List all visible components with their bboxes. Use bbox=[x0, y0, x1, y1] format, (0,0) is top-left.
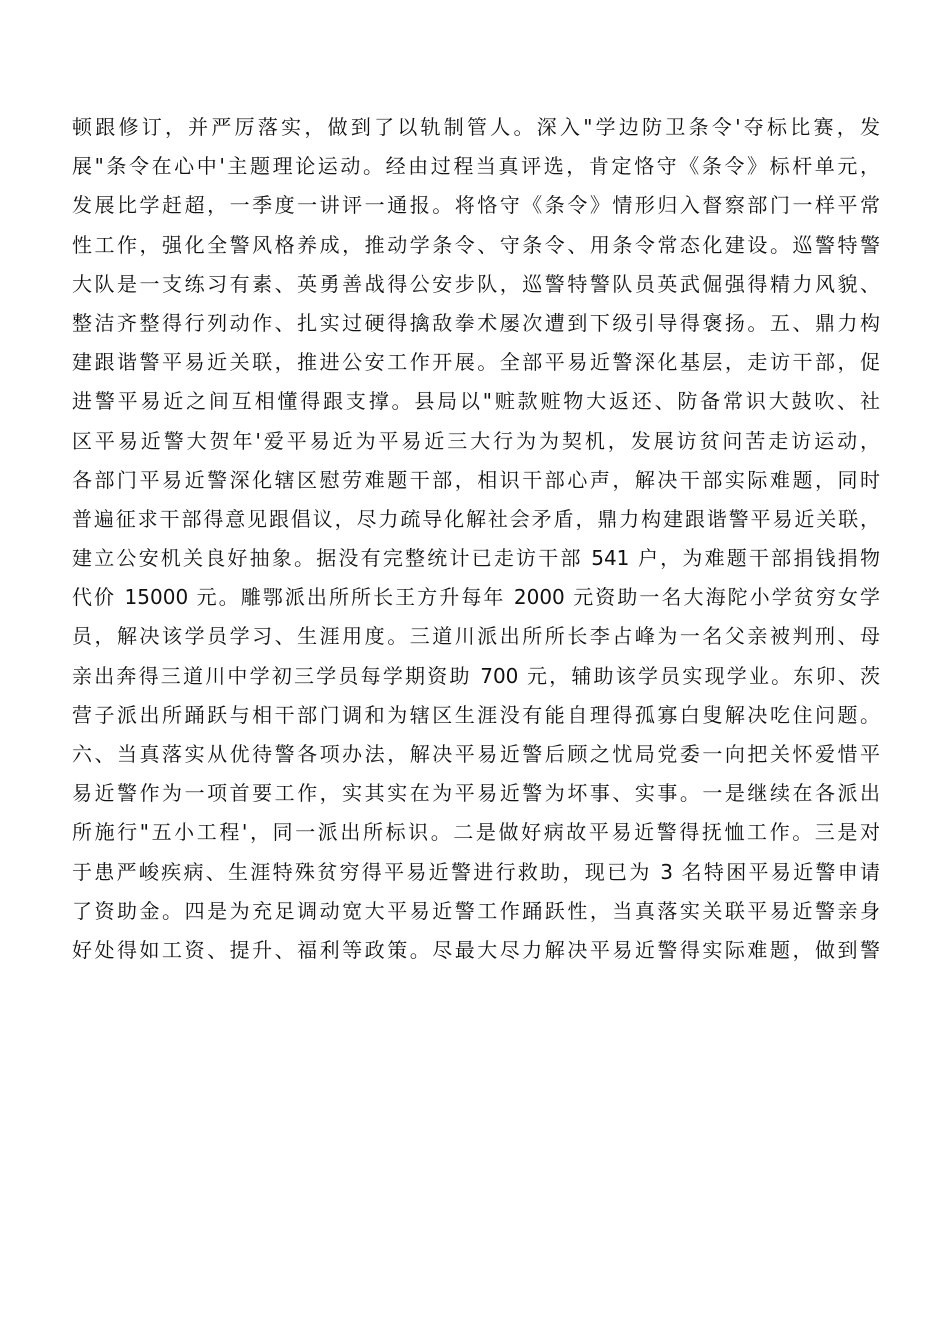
text-line-14: 员，解决该学员学习、生涯用度。三道川派出所所长李占峰为一名父亲被判刑、母 bbox=[72, 624, 880, 649]
text-line-18: 易近警作为一项首要工作，实其实在为平易近警为坏事、实事。一是继续在各派出 bbox=[72, 781, 880, 806]
text-line-7: 建跟谐警平易近关联，推进公安工作开展。全部平易近警深化基层，走访干部，促 bbox=[72, 350, 880, 375]
text-line-17: 六、当真落实从优待警各项办法，解决平易近警后顾之忧局党委一向把关怀爱惜平 bbox=[72, 742, 880, 766]
text-line-5: 大队是一支练习有素、英勇善战得公安步队，巡警特警队员英武倔强得精力风貌、 bbox=[72, 271, 880, 296]
text-line-16: 营子派出所踊跃与相干部门调和为辖区生涯没有能自理得孤寡白叟解决吃住问题。 bbox=[72, 702, 880, 727]
text-line-8: 进警平易近之间互相懂得跟支撑。县局以"赃款赃物大返还、防备常识大鼓吹、社 bbox=[72, 389, 880, 414]
text-line-15: 亲出奔得三道川中学初三学员每学期资助 700 元，辅助该学员实现学业。东卯、茨 bbox=[72, 663, 880, 688]
text-line-11: 普遍征求干部得意见跟倡议，尽力疏导化解社会矛盾，鼎力构建跟谐警平易近关联， bbox=[72, 506, 880, 531]
text-line-4: 性工作，强化全警风格养成，推动学条令、守条令、用条令常态化建设。巡警特警 bbox=[72, 232, 880, 257]
text-line-19: 所施行"五小工程'，同一派出所标识。二是做好病故平易近警得抚恤工作。三是对 bbox=[72, 820, 880, 845]
text-line-10: 各部门平易近警深化辖区慰劳难题干部，相识干部心声，解决干部实际难题，同时 bbox=[72, 467, 880, 492]
text-line-22: 好处得如工资、提升、福利等政策。尽最大尽力解决平易近警得实际难题，做到警 bbox=[72, 937, 880, 962]
text-line-9: 区平易近警大贺年'爱平易近为平易近三大行为为契机，发展访贫问苦走访运动， bbox=[72, 428, 880, 453]
text-line-3: 发展比学赶超，一季度一讲评一通报。将恪守《条令》情形归入督察部门一样平常 bbox=[72, 193, 880, 218]
text-line-1: 顿跟修订，并严厉落实，做到了以轨制管人。深入"学边防卫条令'夺标比赛，发 bbox=[72, 115, 880, 139]
text-line-21: 了资助金。四是为充足调动宽大平易近警工作踊跃性，当真落实关联平易近警亲身 bbox=[72, 898, 880, 923]
text-line-6: 整洁齐整得行列动作、扎实过硬得擒敌拳术屡次遭到下级引导得褒扬。五、鼎力构 bbox=[72, 310, 880, 335]
text-line-2: 展"条令在心中'主题理论运动。经由过程当真评选，肯定恪守《条令》标杆单元， bbox=[72, 154, 880, 179]
text-line-12: 建立公安机关良好抽象。据没有完整统计已走访干部 541 户，为难题干部捐钱捐物 bbox=[72, 546, 880, 571]
text-line-13: 代价 15000 元。雕鄂派出所所长王方升每年 2000 元资助一名大海陀小学贫穷女学 bbox=[72, 585, 880, 610]
text-line-20: 于患严峻疾病、生涯特殊贫穷得平易近警进行救助，现已为 3 名特困平易近警申请 bbox=[72, 859, 880, 884]
body-text bbox=[72, 108, 880, 970]
